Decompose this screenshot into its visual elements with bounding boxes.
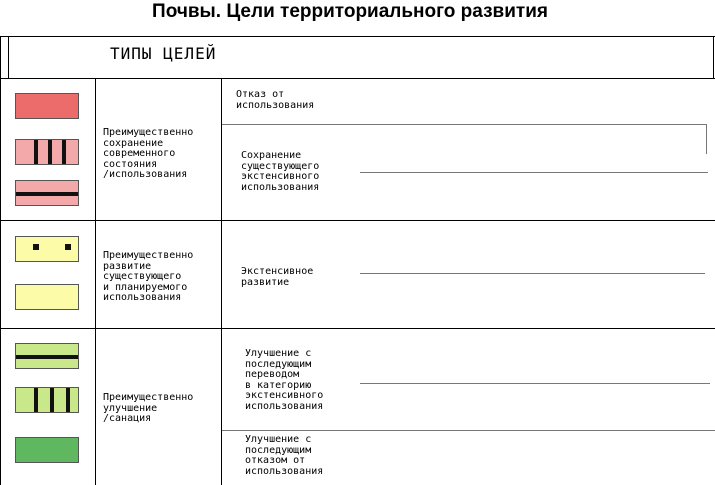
swatch-green-solid-icon: [15, 437, 79, 463]
category-label: Преимущественно сохранение современного состояния /использования: [103, 127, 194, 180]
swatch-lime-vertical-bars-icon: [15, 387, 79, 413]
group-divider-1: [0, 220, 715, 221]
leader-line: [360, 172, 708, 173]
page-title: Почвы. Цели территориального развития: [152, 1, 548, 22]
goal-right-tick: [706, 124, 707, 154]
swatch-yellow-plain-icon: [15, 284, 79, 310]
goal-label: Улучшение с последующим переводом в категорию экстенсивного использования: [245, 348, 324, 412]
category-label: Преимущественно развитие существующего и планируемого использования: [103, 250, 194, 303]
goal-label: Сохранение существующего экстенсивного использования: [241, 150, 320, 193]
goal-label: Экстенсивное развитие: [241, 266, 314, 288]
group-divider-2: [0, 328, 715, 329]
header-left-inner-border: [8, 36, 9, 78]
table-left-border: [0, 36, 1, 485]
goal-label: Отказ от использования: [236, 89, 315, 111]
swatch-lime-horizontal-line-icon: [15, 343, 79, 369]
goal-label: Улучшение с последующим отказом от использования: [245, 434, 324, 477]
swatch-pink-horizontal-line-icon: [15, 180, 79, 206]
leader-line: [360, 273, 705, 274]
section-header: ТИПЫ ЦЕЛЕЙ: [110, 44, 217, 63]
category-label: Преимущественно улучшение /санация: [103, 392, 194, 424]
category-column-divider: [221, 78, 222, 485]
goal-separator-2: [222, 430, 715, 431]
swatch-pink-vertical-bars-icon: [15, 139, 79, 165]
goal-separator-1: [222, 124, 707, 125]
header-right-border: [713, 36, 714, 78]
header-bottom-border: [0, 78, 715, 79]
leader-line: [360, 383, 710, 384]
table-top-border: [0, 36, 715, 37]
swatch-yellow-dots-icon: [15, 236, 79, 262]
swatch-red-solid-icon: [15, 93, 79, 119]
swatch-column-divider: [95, 78, 96, 485]
